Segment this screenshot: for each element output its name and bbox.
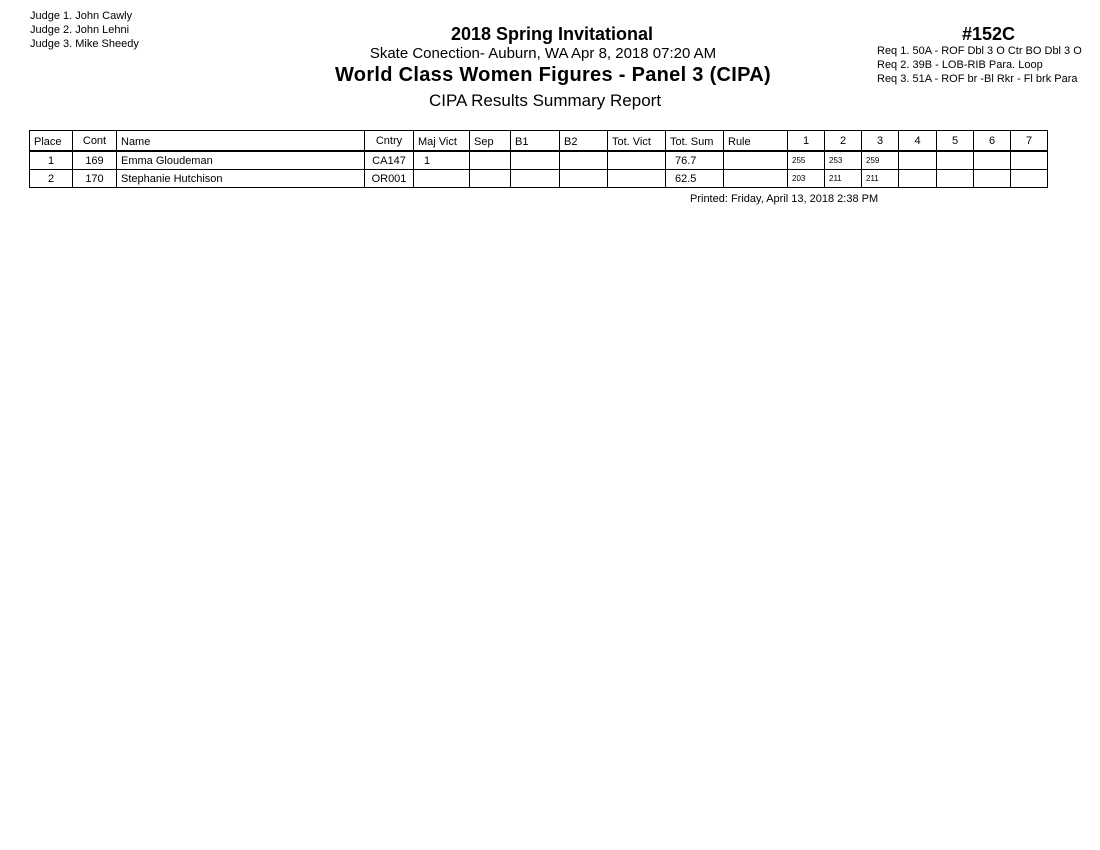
col-rule: Rule [724,131,788,152]
event-number: #152C [962,24,1016,44]
b1 [511,170,560,188]
requirement-1: Req 1. 50A - ROF Dbl 3 O Ctr BO Dbl 3 O [877,45,1082,57]
requirement-2: Req 2. 39B - LOB-RIB Para. Loop [877,59,1043,71]
sep [470,151,511,170]
results-table [29,130,1048,188]
col-cntry: Cntry [365,131,414,152]
table-row [30,170,1048,188]
competition-title: 2018 Spring Invitational [450,24,654,44]
table-header [30,131,1048,152]
score-4 [899,170,937,188]
cont: 170 [73,170,117,188]
tot-sum: 76.7 [666,151,724,170]
col-cont: Cont [73,131,117,152]
col-sep: Sep [470,131,511,152]
report-title: CIPA Results Summary Report [428,91,662,110]
col-judge-6: 6 [974,131,1011,152]
requirements-list [877,44,1082,86]
score-6 [974,170,1011,188]
place: 2 [30,170,73,188]
name: Stephanie Hutchison [117,170,365,188]
place: 1 [30,151,73,170]
name: Emma Gloudeman [117,151,365,170]
score-4 [899,151,937,170]
col-judge-5: 5 [937,131,974,152]
cont: 169 [73,151,117,170]
judge-2: Judge 2. John Lehni [30,24,130,36]
score-1: 203 [788,170,825,188]
col-place: Place [30,131,73,152]
tot-vict [608,170,666,188]
sep [470,170,511,188]
b1 [511,151,560,170]
rule [724,170,788,188]
score-7 [1011,170,1048,188]
col-name: Name [117,131,365,152]
score-1: 255 [788,151,825,170]
rule [724,151,788,170]
judge-3: Judge 3. Mike Sheedy [30,38,139,50]
score-3: 259 [862,151,899,170]
printed-timestamp: Printed: Friday, April 13, 2018 2:38 PM [690,193,879,205]
maj-vict [414,170,470,188]
col-judge-4: 4 [899,131,937,152]
score-5 [937,151,974,170]
score-5 [937,170,974,188]
score-2: 211 [825,170,862,188]
col-maj-vict: Maj Vict [414,131,470,152]
requirement-3: Req 3. 51A - ROF br -Bl Rkr - Fl brk Para [877,73,1078,85]
col-b2: B2 [560,131,608,152]
score-6 [974,151,1011,170]
venue-date: Skate Conection- Auburn, WA Apr 8, 2018 07:20 AM [369,45,717,62]
score-7 [1011,151,1048,170]
tot-sum: 62.5 [666,170,724,188]
maj-vict: 1 [414,151,470,170]
score-2: 253 [825,151,862,170]
table-row [30,151,1048,170]
event-title: World Class Women Figures - Panel 3 (CIPA) [334,64,771,86]
cntry: CA147 [365,151,414,170]
tot-vict [608,151,666,170]
col-tot-sum: Tot. Sum [666,131,724,152]
b2 [560,151,608,170]
col-judge-7: 7 [1011,131,1048,152]
score-3: 211 [862,170,899,188]
col-judge-3: 3 [862,131,899,152]
cntry: OR001 [365,170,414,188]
judge-1: Judge 1. John Cawly [30,10,133,22]
col-judge-2: 2 [825,131,862,152]
col-judge-1: 1 [788,131,825,152]
col-tot-vict: Tot. Vict [608,131,666,152]
b2 [560,170,608,188]
col-b1: B1 [511,131,560,152]
